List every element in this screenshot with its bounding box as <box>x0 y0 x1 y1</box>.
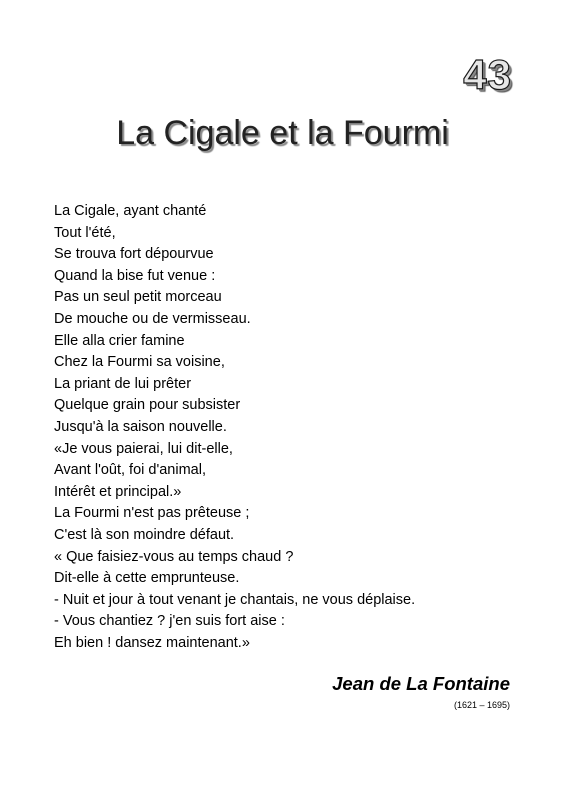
poem-line: Quelque grain pour subsister <box>54 397 241 414</box>
poem-line: La Cigale, ayant chanté <box>54 203 207 219</box>
poem-line: C'est là son moindre défaut. <box>54 526 235 543</box>
poem-body <box>54 201 415 654</box>
author-name: Jean de La Fontaine <box>332 673 510 694</box>
poem-line: «Je vous paierai, lui dit-elle, <box>54 440 233 457</box>
poem-line: Pas un seul petit morceau <box>54 289 222 306</box>
poem-line: La priant de lui prêter <box>54 375 192 392</box>
poem-line: Eh bien ! dansez maintenant.» <box>54 634 250 651</box>
poem-line: - Vous chantiez ? j'en suis fort aise : <box>54 613 285 630</box>
poem-line: Tout l'été, <box>54 224 116 241</box>
poem-line: Elle alla crier famine <box>54 332 185 349</box>
author-dates: (1621 – 1695) <box>453 700 510 710</box>
poem-line: De mouche ou de vermisseau. <box>54 310 251 327</box>
poem-line: « Que faisiez-vous au temps chaud ? <box>54 548 294 565</box>
poem-line: Quand la bise fut venue : <box>54 267 216 284</box>
poem-line: Jusqu'à la saison nouvelle. <box>54 418 227 435</box>
poem-line: La Fourmi n'est pas prêteuse ; <box>54 505 250 522</box>
page-number: 43 <box>463 51 512 98</box>
poem-line: Dit-elle à cette emprunteuse. <box>54 570 240 587</box>
poem-line: Avant l'oût, foi d'animal, <box>54 462 206 479</box>
poem-line: Se trouva fort dépourvue <box>54 246 214 263</box>
poem-title: La Cigale et la Fourmi <box>116 114 449 152</box>
poem-line: Chez la Fourmi sa voisine, <box>54 354 225 371</box>
poem-line: - Nuit et jour à tout venant je chantais, ne vous déplaise. <box>54 591 416 608</box>
poem-line: Intérêt et principal.» <box>54 483 182 500</box>
